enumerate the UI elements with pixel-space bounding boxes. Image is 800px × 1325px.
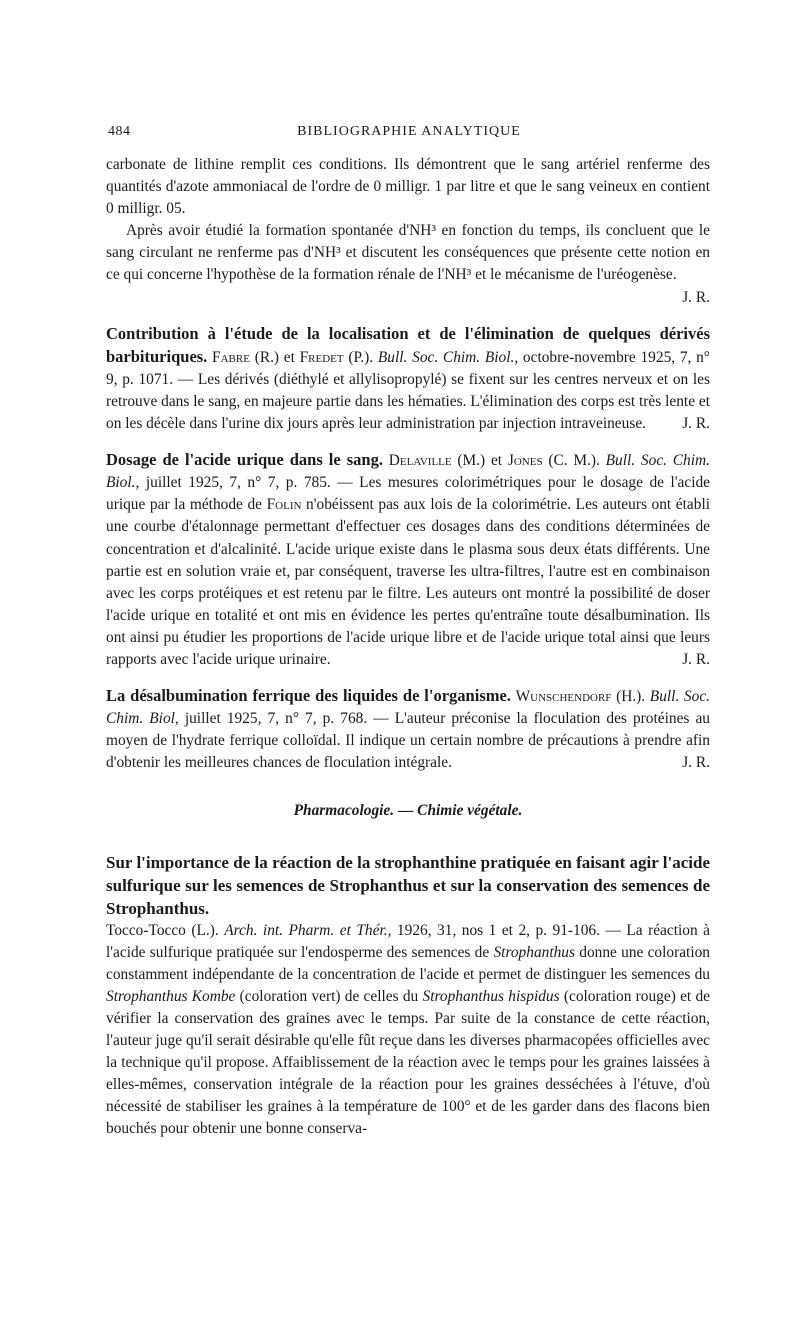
- entry-title: Dosage de l'acide urique dans le sang.: [106, 450, 383, 470]
- author-name: Fabre: [212, 348, 250, 366]
- author-name: Tocco-Tocco (L.).: [106, 921, 225, 939]
- author-initials: (M.) et: [457, 452, 503, 470]
- abstract-text: La réaction à l'acide sulfurique pratiquée sur l'endosperme des semences de: [106, 921, 710, 961]
- author-name: Jones: [507, 452, 543, 470]
- author-initials: (R.) et: [254, 348, 295, 366]
- signature: J. R.: [682, 754, 710, 772]
- entry-title: La désalbumination ferrique des liquides de l'organisme.: [106, 686, 511, 706]
- species-name: Strophanthus hispidus: [422, 987, 560, 1005]
- signature: J. R.: [682, 288, 710, 306]
- entry-acide-urique: [106, 449, 710, 671]
- author-name: Delaville: [388, 452, 452, 470]
- journal-name: Bull. Soc. Chim. Biol.: [377, 348, 515, 366]
- abstract-text: (coloration vert) de celles du: [235, 987, 423, 1005]
- abstract-text: Les dérivés (diéthylé et allylisopropylé) se fixent sur les centres nerveux et on les retrouve dans le sang, en majeure partie dans les hématies. L'élimination des corps est très lente et on les décèle dans l'urine dix jours après leur administration par injection intraveineuse.: [106, 370, 710, 433]
- author-initials: (H.).: [616, 688, 646, 706]
- abstract-text: (coloration rouge) et de vérifier la conservation des graines avec le temps. Par suite de la constance de cette réaction, l'auteur juge qu'il serait désirable qu'elle fût reçue dans les diverses pharmacopées officielles avec la technique qu'il propose. Affaiblissement de la réaction avec le temps pour les graines laissées à elles-mêmes, conservation intégrale de la réaction pour les graines desséchées à l'étuve, d'où nécessité de stabiliser les graines à la température de 100° et de les garder dans des flacons bien bouchés pour obtenir une bonne conserva-: [106, 987, 710, 1138]
- running-title: BIBLIOGRAPHIE ANALYTIQUE: [297, 124, 521, 139]
- article-body: [106, 154, 710, 1140]
- journal-name: Arch. int. Pharm. et Thér.: [224, 921, 388, 939]
- intro-text: Après avoir étudié la formation spontanée d'NH³ en fonction du temps, ils concluent que le sang circulant ne renferme pas d'NH³ et discutent les conséquences que présente cette notion en ce qui concerne l'hypothèse de la formation rénale de l'NH³ et le mécanisme de l'uréogenèse.: [106, 222, 710, 284]
- author-name: Folin: [266, 496, 302, 514]
- species-name: Strophanthus Kombe: [106, 987, 236, 1005]
- author-name: Fredet: [299, 348, 344, 366]
- signature: J. R.: [682, 415, 710, 433]
- signature: J. R.: [682, 650, 710, 668]
- entry-title-strophanthine: Sur l'importance de la réaction de la strophanthine pratiquée en faisant agir l'acide sulfurique sur les semences de Strophanthus et sur la conservation des semences de Strophanthus.: [106, 852, 710, 918]
- citation-ref: , 1926, 31, nos 1 et 2, p. 91-106. —: [387, 921, 627, 939]
- entry-desalbumination: [106, 685, 710, 774]
- page-number: 484: [108, 124, 131, 139]
- abstract-text: donne une coloration constamment indépendante de la concentration de l'acide et permet de distinguer les semences du: [106, 943, 711, 983]
- entry-title: Contribution à l'étude de la localisation et de l'élimination de quelques dérivés barbituriques.: [106, 323, 710, 366]
- author-name: Wunschendorf: [515, 688, 612, 706]
- author-initials: (C. M.).: [548, 452, 600, 470]
- citation-ref: , juillet 1925, 7, n° 7, p. 785. —: [135, 474, 360, 492]
- abstract-text: Les mesures colorimétriques pour le dosage de l'acide urique par la méthode de: [106, 474, 710, 514]
- journal-name: Bull. Soc. Chim. Biol.: [106, 452, 710, 492]
- abstract-text: n'obéissent pas aux lois de la colorimétrie. Les auteurs ont établi une courbe d'étalonnage permettant d'effectuer ces dosages dans des conditions déterminées de concentration et d'alcalinité. L'acide urique existe dans le plasma sous deux états différents. Une partie est en solution vraie et, par conséquent, traverse les ultra-filtres, l'autre est en combinaison avec les corps protéiques et est retenu par le filtre. Les auteurs ont montré la possibilité de doser l'acide urique en totalité et ont mis en évidence les pertes qu'entraîne toute désalbumination. Ils ont ainsi pu étudier les proportions de l'acide urique libre et de l'acide urique total ainsi que leurs rapports avec l'acide urique urinaire.: [106, 496, 710, 668]
- citation-ref: , juillet 1925, 7, n° 7, p. 768. —: [174, 710, 395, 728]
- abstract-text: L'auteur préconise la floculation des protéines au moyen de l'hydrate ferrique colloïdal. Il indique un certain nombre de précautions à prendre afin d'obtenir les meilleures chances de floculation intégrale.: [106, 710, 710, 772]
- intro-paragraph-1: carbonate de lithine remplit ces conditions. Ils démontrent que le sang artériel renferme des quantités d'azote ammoniacal de l'ordre de 0 milligr. 1 par litre et que le sang veineux en contient 0 milligr. 05.: [106, 156, 710, 218]
- section-heading: Pharmacologie. — Chimie végétale.: [293, 802, 523, 820]
- entry-barbituriques: [106, 323, 710, 435]
- citation-ref: , octobre-novembre 1925, 7, n° 9, p. 1071. —: [106, 348, 710, 388]
- species-name: Strophanthus: [493, 943, 575, 961]
- journal-name: Bull. Soc. Chim. Biol: [106, 688, 711, 728]
- entry-strophanthine: [106, 920, 710, 1141]
- author-initials: (P.).: [348, 348, 374, 366]
- intro-paragraph-2: [106, 220, 710, 308]
